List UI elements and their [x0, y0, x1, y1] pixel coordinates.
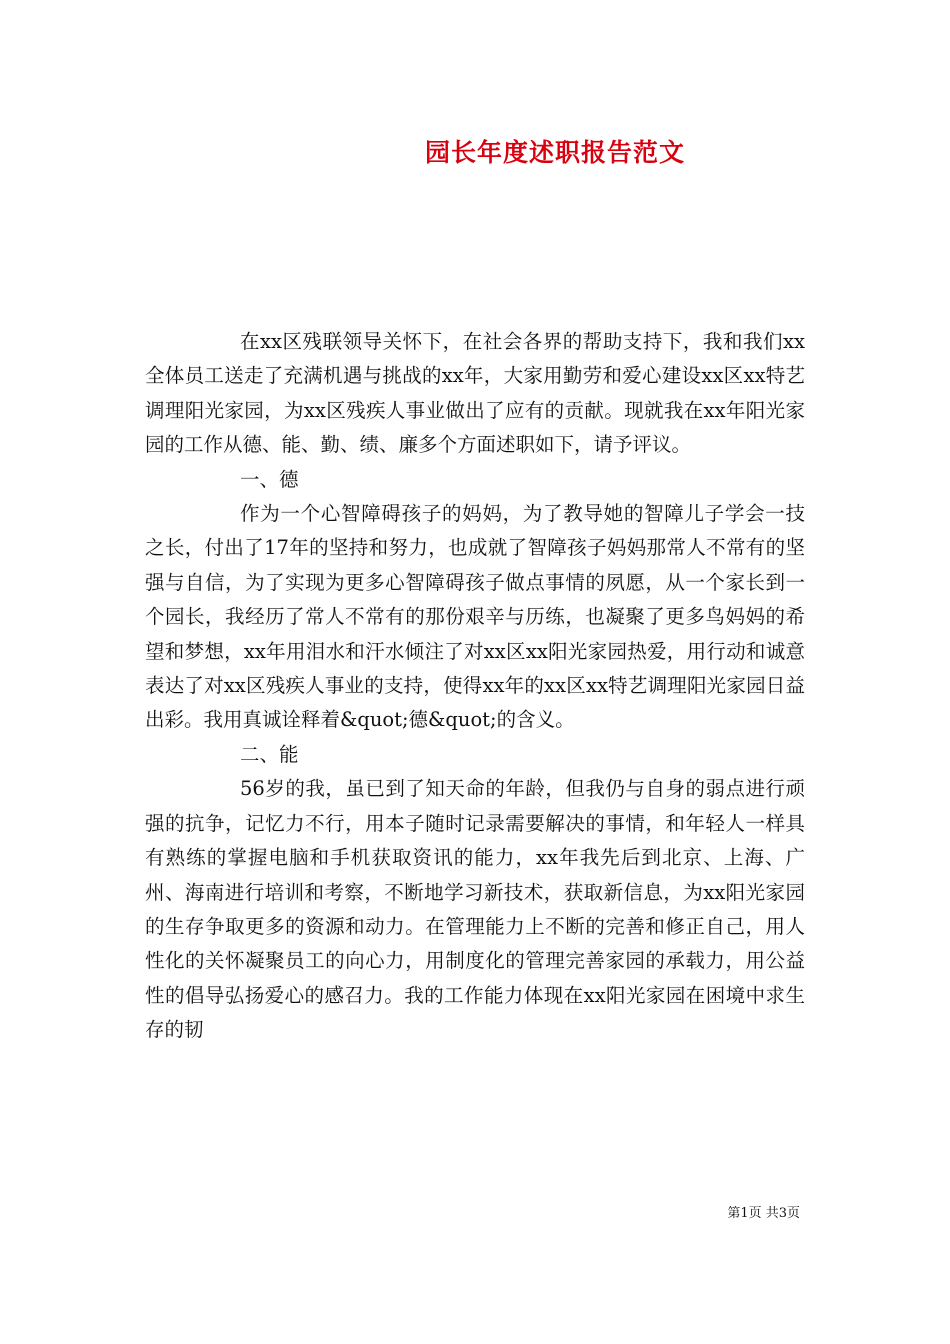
section-heading-de: 一、德	[240, 467, 299, 491]
document-body	[145, 325, 805, 1048]
paragraph-intro: 在xx区残联领导关怀下，在社会各界的帮助支持下，我和我们xx全体员工送走了充满机遇与挑战的xx年，大家用勤劳和爱心建设xx区xx特艺调理阳光家园，为xx区残疾人事业做出了应有的贡献。现就我在xx年阳光家园的工作从德、能、勤、绩、廉多个方面述职如下，请予评议。	[145, 330, 805, 457]
paragraph-de: 作为一个心智障碍孩子的妈妈，为了教导她的智障儿子学会一技之长，付出了17年的坚持和努力，也成就了智障孩子妈妈那常人不常有的坚强与自信，为了实现为更多心智障碍孩子做点事情的夙愿，从一个家长到一个园长，我经历了常人不常有的那份艰辛与历练，也凝聚了更多鸟妈妈的希望和梦想，xx年用泪水和汗水倾注了对xx区xx阳光家园热爱，用行动和诚意表达了对xx区残疾人事业的支持，使得xx年的xx区xx特艺调理阳光家园日益出彩。我用真诚诠释着&quot;德&quot;的含义。	[145, 502, 805, 732]
paragraph-neng: 56岁的我，虽已到了知天命的年龄，但我仍与自身的弱点进行顽强的抗争，记忆力不行，用本子随时记录需要解决的事情，和年轻人一样具有熟练的掌握电脑和手机获取资讯的能力，xx年我先后到北京、上海、广州、海南进行培训和考察，不断地学习新技术，获取新信息，为xx阳光家园的生存争取更多的资源和动力。在管理能力上不断的完善和修正自己，用人性化的关怀凝聚员工的向心力，用制度化的管理完善家园的承载力，用公益性的倡导弘扬爱心的感召力。我的工作能力体现在xx阳光家园在困境中求生存的韧	[145, 777, 805, 1042]
document-title-text: 园长年度述职报告范文	[424, 138, 685, 167]
document-title	[0, 133, 950, 169]
page-number-footer: 第1页 共3页	[727, 1206, 800, 1221]
section-heading-neng: 二、能	[240, 742, 299, 766]
